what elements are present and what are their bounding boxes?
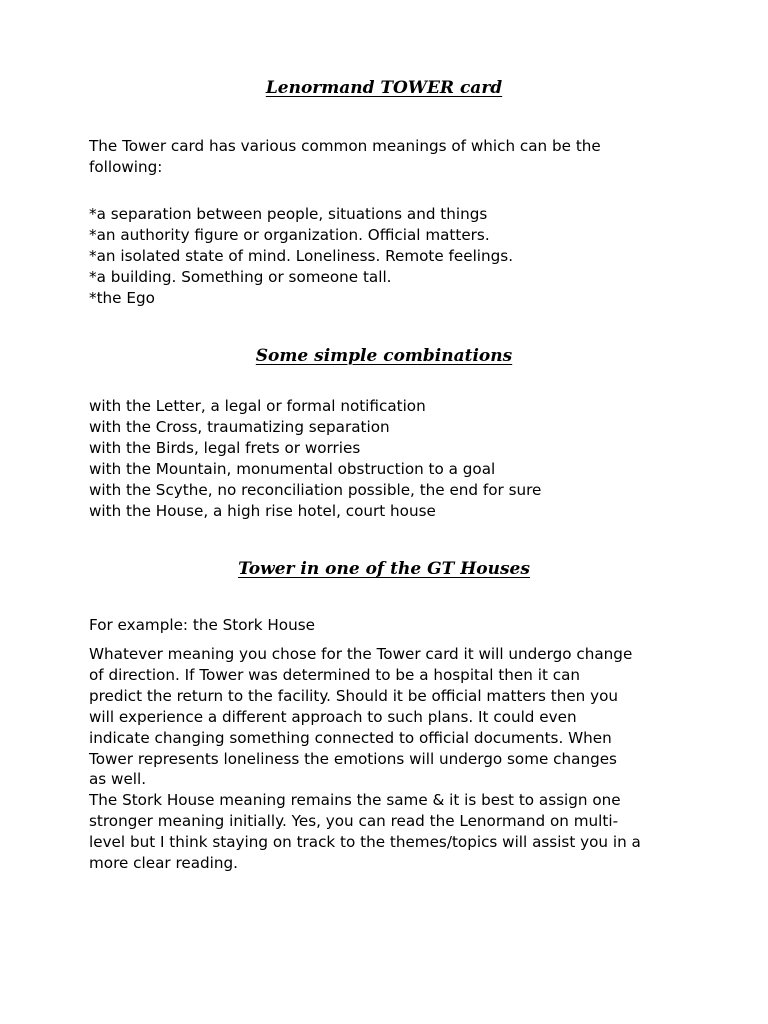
meaning-item: *the Ego <box>89 289 155 307</box>
meaning-item: *a separation between people, situations and things <box>89 205 488 223</box>
example-label-text: For example: the Stork House <box>89 616 315 634</box>
combinations-list <box>89 396 709 522</box>
meaning-item: *a building. Something or someone tall. <box>89 268 392 286</box>
meanings-list <box>89 204 709 309</box>
combination-item: with the House, a high rise hotel, court house <box>89 502 436 520</box>
body-line: will experience a different approach to such plans. It could even <box>89 707 577 726</box>
example-label <box>89 615 709 636</box>
body-line: indicate changing something connected to official documents. When <box>89 728 612 747</box>
body-line: Tower represents loneliness the emotions will undergo some changes <box>89 749 617 768</box>
title-heading: Lenormand TOWER card <box>265 78 503 98</box>
combination-item: with the Birds, legal frets or worries <box>89 439 361 457</box>
body-paragraph <box>89 644 709 874</box>
body-line: The Stork House meaning remains the same & it is best to assign one <box>89 791 621 810</box>
intro-paragraph <box>89 136 709 178</box>
intro-line: The Tower card has various common meanings of which can be the <box>89 137 601 155</box>
gt-houses-heading: Tower in one of the GT Houses <box>238 559 530 579</box>
combination-item: with the Letter, a legal or formal notification <box>89 397 426 415</box>
combinations-heading: Some simple combinations <box>255 346 513 366</box>
combination-item: with the Cross, traumatizing separation <box>89 418 390 436</box>
body-line: more clear reading. <box>89 854 238 873</box>
body-line: predict the return to the facility. Should it be official matters then you <box>89 686 619 705</box>
body-line: Whatever meaning you chose for the Tower card it will undergo change <box>89 645 633 663</box>
body-line: as well. <box>89 770 147 789</box>
combination-item: with the Scythe, no reconciliation possible, the end for sure <box>89 481 542 499</box>
meaning-item: *an authority figure or organization. Official matters. <box>89 226 490 244</box>
body-line: stronger meaning initially. Yes, you can read the Lenormand on multi- <box>89 812 619 831</box>
combination-item: with the Mountain, monumental obstruction to a goal <box>89 460 496 478</box>
intro-line: following: <box>89 158 163 176</box>
body-line: of direction. If Tower was determined to be a hospital then it can <box>89 665 581 684</box>
meaning-item: *an isolated state of mind. Loneliness. Remote feelings. <box>89 247 514 265</box>
body-line: level but I think staying on track to the themes/topics will assist you in a <box>89 833 641 852</box>
